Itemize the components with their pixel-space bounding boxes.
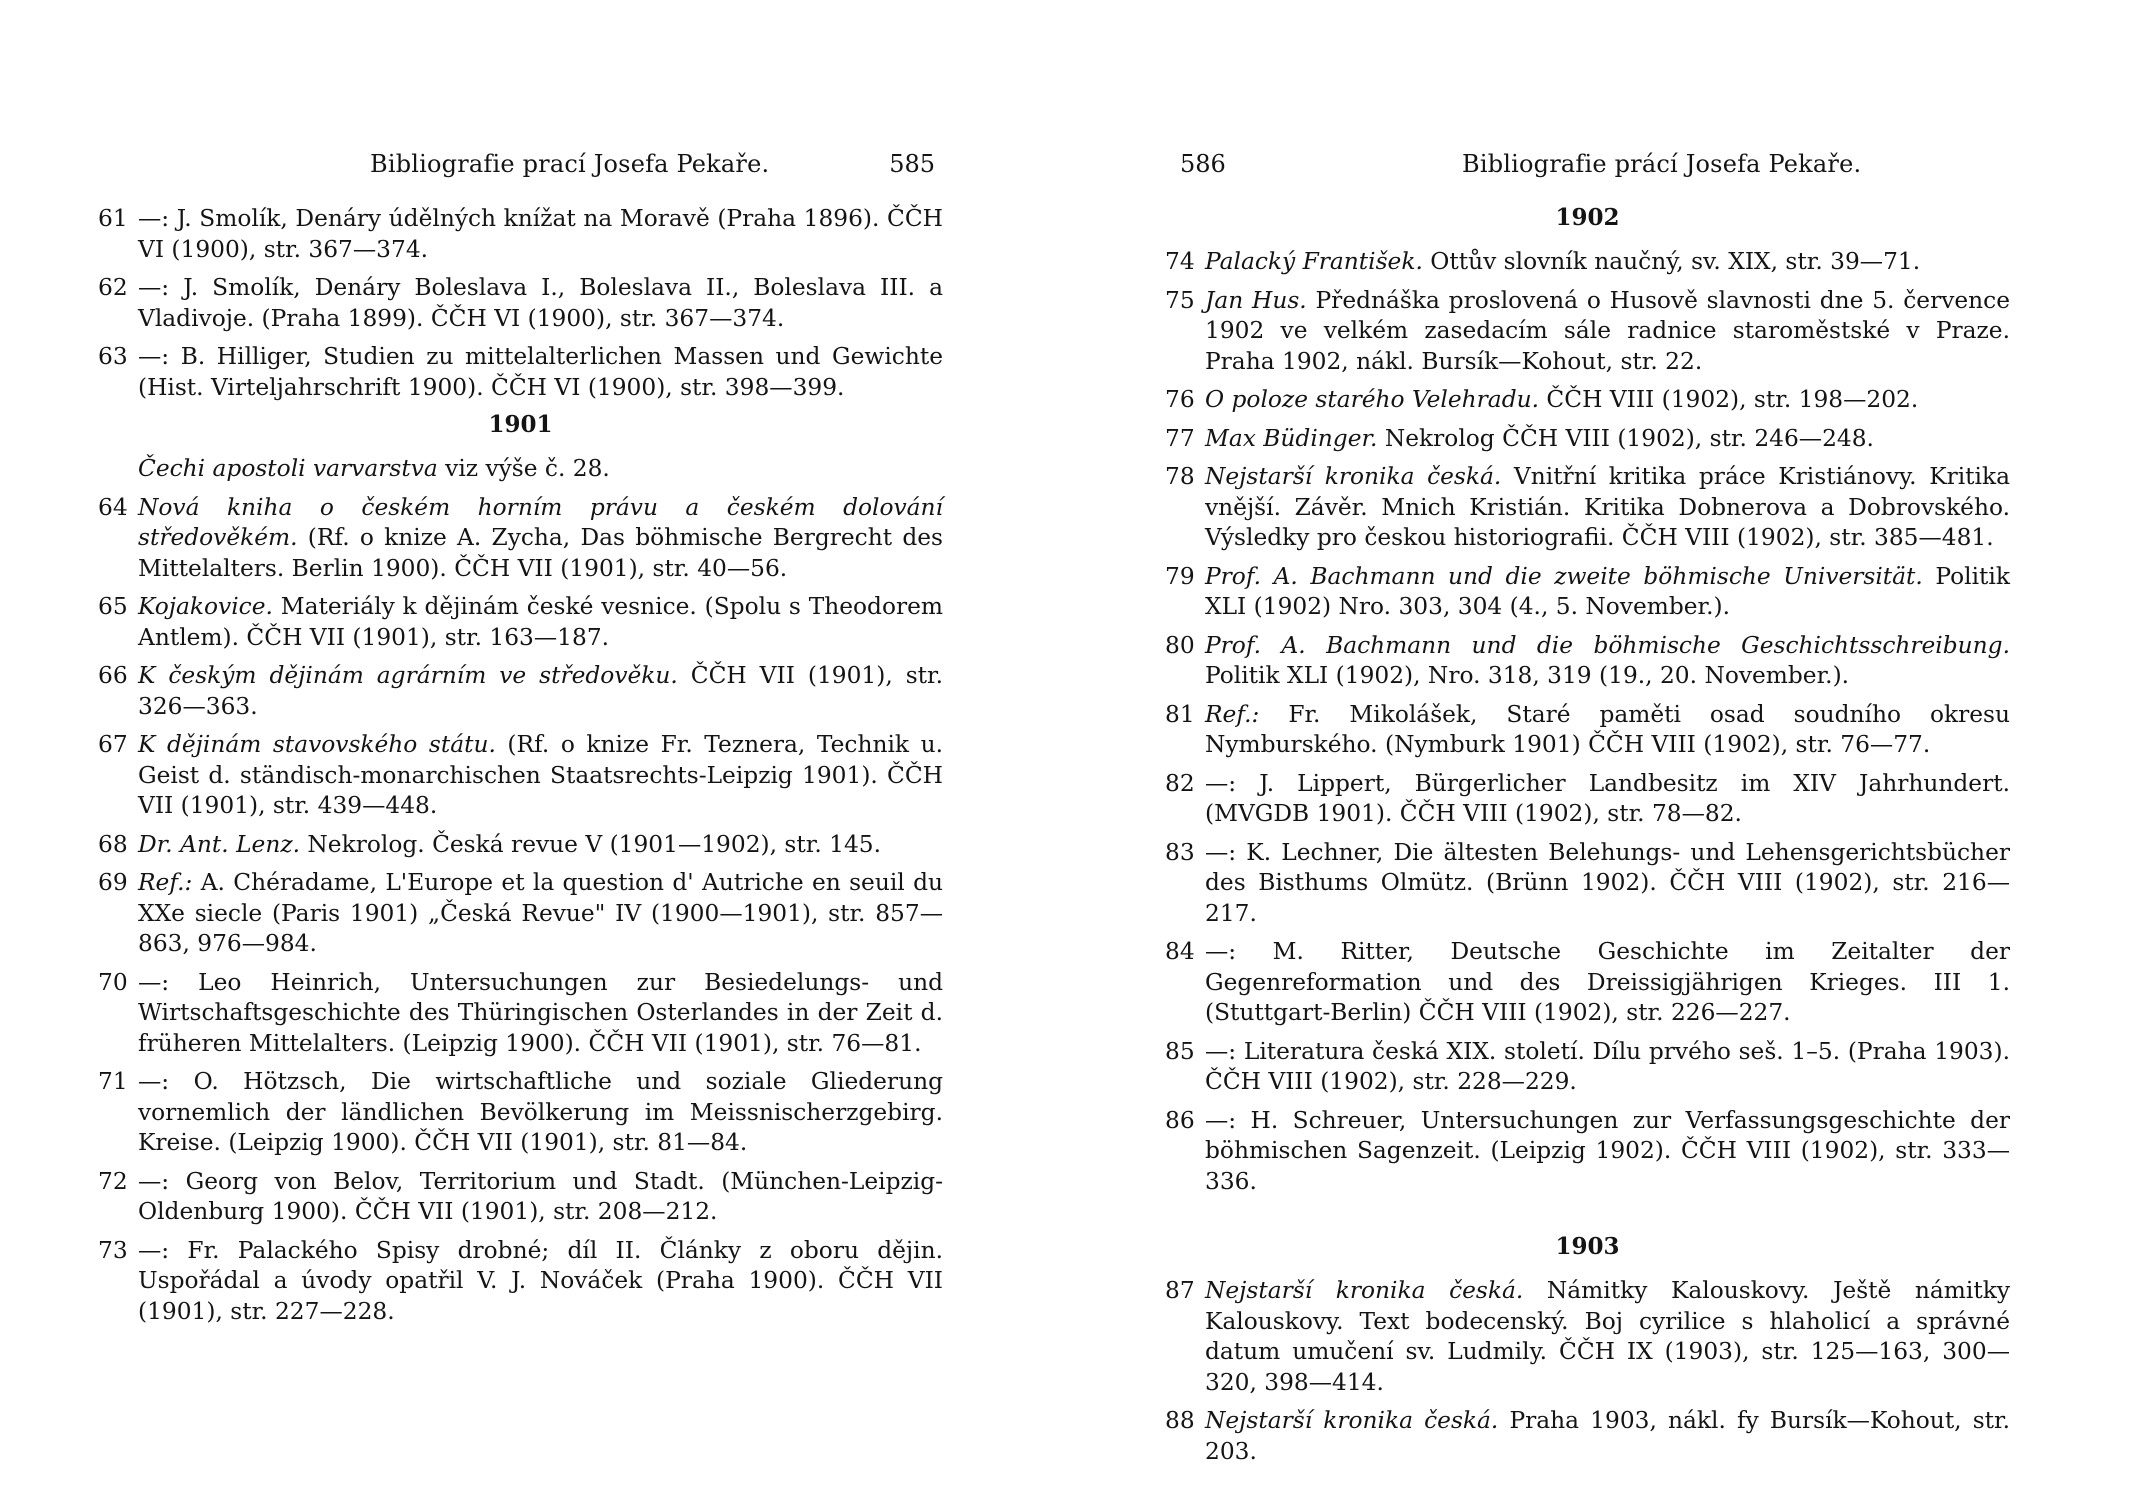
entry-text-plain: —: Literatura česká XIX. století. Dílu prvého seš. 1–5. (Praha 1903). ČČH VIII (1902), str. 228—229.	[1205, 1037, 2010, 1095]
entry-text	[1205, 1106, 2010, 1198]
bibliography-entry	[1165, 462, 2010, 554]
entry-text	[1205, 631, 2010, 692]
bibliography-entry	[98, 830, 943, 861]
entry-number: 70	[98, 968, 128, 996]
bibliography-entry	[98, 493, 943, 585]
entry-number: 61	[98, 205, 128, 232]
entry-number: 65	[98, 593, 128, 620]
entry-number: 79	[1165, 562, 1195, 590]
bibliography-entry	[98, 204, 943, 265]
right-page-header	[1165, 150, 2010, 184]
entry-number: 71	[98, 1068, 128, 1095]
entry-title-italic: Nejstarší kronika česká.	[1205, 1407, 1499, 1434]
entry-text	[138, 454, 943, 485]
entry-text-plain: Vnitřní kritika práce Kristiánovy. Kritika vnější. Závěr. Mnich Kristián. Kritika Dobnerova a Dobrovského. Výsledky pro českou historiografii. ČČH VIII (1902), str. 385—481.	[1205, 463, 2010, 551]
entry-text	[1205, 937, 2010, 1029]
bibliography-entry	[1165, 1106, 2010, 1198]
entry-number: 88	[1165, 1407, 1195, 1434]
entry-title-italic: O poloze starého Velehradu.	[1205, 386, 1540, 413]
bibliography-entry	[1165, 424, 2010, 455]
bibliography-entry	[98, 968, 943, 1060]
entry-title-italic: Prof. A. Bachmann und die zweite böhmische Universität.	[1205, 562, 1923, 590]
bibliography-entry	[98, 1236, 943, 1328]
entry-text	[1205, 286, 2010, 378]
entry-text	[1205, 462, 2010, 554]
entry-text	[138, 868, 943, 960]
entry-list	[1165, 1276, 2010, 1467]
entry-text-plain: A. Chéradame, L'Europe et la question d' Autriche en seuil du XXe siecle (Paris 1901) „Česká Revue" IV (1900—1901), str. 857—863, 976—984.	[138, 869, 943, 957]
entry-list	[98, 204, 943, 403]
entry-number: 87	[1165, 1277, 1195, 1304]
entry-text-plain: —: Georg von Belov, Territorium und Stadt. (München-Leipzig-Oldenburg 1900). ČČH VII (1901), str. 208—212.	[138, 1167, 943, 1225]
entry-text-plain: Nekrolog. Česká revue V (1901—1902), str. 145.	[300, 830, 882, 858]
entry-text-plain: —: O. Hötzsch, Die wirtschaftliche und soziale Gliederung vornemlich der ländlichen Bevölkerung im Meissnischerzgebirg. Kreise. (Leipzig 1900). ČČH VII (1901), str. 81—84.	[138, 1068, 943, 1156]
entry-number: 84	[1165, 938, 1195, 965]
entry-number: 81	[1165, 700, 1195, 728]
entry-number: 77	[1165, 424, 1195, 452]
page-number: 586	[1180, 150, 1226, 178]
entry-text-plain: ČČH VII (1901), str. 326—363.	[138, 662, 943, 720]
entry-number: 83	[1165, 838, 1195, 866]
entry-number: 78	[1165, 463, 1195, 490]
entry-text	[1205, 424, 2010, 455]
entry-text	[138, 661, 943, 722]
left-page	[98, 150, 943, 1335]
entry-text	[138, 592, 943, 653]
entry-text	[1205, 838, 2010, 930]
entry-text-plain: Námitky Kalouskovy. Ještě námitky Kalouskovy. Text bodecenský. Boj cyrilice s hlaholicí a správné datum umučení sv. Ludmily. ČČH IX (1903), str. 125—163, 300—320, 398—414.	[1205, 1277, 2010, 1396]
entry-text-plain: Praha 1903, nákl. fy Bursík—Kohout, str. 203.	[1205, 1407, 2011, 1465]
year-heading: 1903	[1555, 1233, 1620, 1260]
bibliography-entry	[1165, 385, 2010, 416]
left-page-header	[98, 150, 943, 184]
entry-text	[138, 730, 943, 822]
entry-text-plain: Politik XLI (1902), Nro. 318, 319 (19., 20. November.).	[1205, 662, 1850, 689]
entry-title-italic: K českým dějinám agrárním ve středověku.	[138, 662, 678, 689]
entry-text-plain: ČČH VIII (1902), str. 198—202.	[1539, 386, 1919, 413]
entry-number: 64	[98, 493, 128, 521]
bibliography-entry	[1165, 562, 2010, 623]
entry-text	[1205, 1276, 2010, 1398]
entry-title-italic: Prof. A. Bachmann und die böhmische Geschichtsschreibung.	[1205, 631, 2010, 659]
entry-number: 86	[1165, 1106, 1195, 1134]
year-heading: 1902	[1555, 204, 1620, 231]
entry-text	[138, 1067, 943, 1159]
entry-text	[138, 968, 943, 1060]
entry-number: 85	[1165, 1037, 1195, 1065]
entry-title-italic: Ref.:	[138, 869, 193, 896]
entry-title-italic: Max Büdinger.	[1205, 424, 1378, 452]
entry-text-plain: —: J. Lippert, Bürgerlicher Landbesitz im XIV Jahrhundert. (MVGDB 1901). ČČH VIII (1902), str. 78—82.	[1205, 769, 2010, 827]
entry-text-plain: (Rf. o knize A. Zycha, Das böhmische Bergrecht des Mittelalters. Berlin 1900). ČČH VII (1901), str. 40—56.	[138, 524, 943, 582]
entry-number: 74	[1165, 248, 1195, 275]
bibliography-entry	[1165, 1037, 2010, 1098]
entry-title-italic: Dr. Ant. Lenz.	[138, 830, 301, 858]
entry-number: 66	[98, 662, 128, 689]
bibliography-entry	[98, 342, 943, 403]
entry-text	[1205, 769, 2010, 830]
entry-text-plain: —: Fr. Palackého Spisy drobné; díl II. Články z oboru dějin. Uspořádal a úvody opatřil V. J. Nováček (Praha 1900). ČČH VII (1901), str. 227—228.	[138, 1236, 943, 1325]
entry-title-italic: Nejstarší kronika česká.	[1205, 463, 1502, 490]
bibliography-entry	[1165, 838, 2010, 930]
entry-number: 73	[98, 1236, 128, 1264]
entry-text	[138, 1236, 943, 1328]
entry-title-italic: Nejstarší kronika česká.	[1205, 1277, 1524, 1304]
bibliography-entry	[98, 1167, 943, 1228]
bibliography-entry	[1165, 769, 2010, 830]
running-title: Bibliografie prácí Josefa Pekaře.	[1462, 150, 1862, 178]
entry-text-plain: —: J. Smolík, Denáry Boleslava I., Boleslava II., Boleslava III. a Vladivoje. (Praha 1899). ČČH VI (1900), str. 367—374.	[138, 274, 943, 332]
entry-number: 80	[1165, 631, 1195, 659]
bibliography-entry	[1165, 937, 2010, 1029]
entry-title-italic: Ref.:	[1205, 700, 1260, 728]
bibliography-entry	[1165, 286, 2010, 378]
entry-text	[138, 204, 943, 265]
bibliography-entry	[1165, 631, 2010, 692]
entry-text-plain: Nekrolog ČČH VIII (1902), str. 246—248.	[1377, 424, 1874, 452]
entry-title-italic: Jan Hus.	[1205, 286, 1307, 314]
year-heading: 1901	[488, 411, 553, 438]
bibliography-entry	[1165, 1406, 2010, 1467]
bibliography-entry	[98, 661, 943, 722]
entry-text-plain: —: J. Smolík, Denáry údělných knížat na Moravě (Praha 1896). ČČH VI (1900), str. 367—374.	[138, 205, 943, 263]
entry-list	[98, 454, 943, 1327]
entry-number: 76	[1165, 386, 1195, 413]
entry-text-plain: Přednáška proslovená o Husově slavnosti dne 5. července 1902 ve velkém zasedacím sále radnice staroměstské v Praze. Praha 1902, nákl. Bursík—Kohout, str. 22.	[1205, 286, 2010, 375]
entry-text-plain: Fr. Mikolášek, Staré paměti osad soudního okresu Nymburského. (Nymburk 1901) ČČH VIII (1902), str. 76—77.	[1205, 700, 2010, 758]
entry-text-plain: —: K. Lechner, Die ältesten Belehungs- und Lehensgerichtsbücher des Bisthums Olmütz. (Brünn 1902). ČČH VIII (1902), str. 216—217.	[1205, 838, 2010, 927]
entry-text-plain: —: B. Hilliger, Studien zu mittelalterlichen Massen und Gewichte (Hist. Virteljahrschrift 1900). ČČH VI (1900), str. 398—399.	[138, 343, 943, 401]
entry-text	[138, 830, 943, 861]
bibliography-entry	[1165, 700, 2010, 761]
entry-text-plain: (Rf. o knize Fr. Teznera, Technik u. Geist d. ständisch-monarchischen Staatsrechts-Leipzig 1901). ČČH VII (1901), str. 439—448.	[138, 731, 943, 819]
entry-text	[1205, 247, 2010, 278]
bibliography-entry	[98, 730, 943, 822]
bibliography-entry	[98, 273, 943, 334]
bibliography-entry	[98, 868, 943, 960]
running-title: Bibliografie prací Josefa Pekaře.	[370, 150, 770, 178]
entry-title-italic: Nová kniha o českém horním právu a českém dolování středověkém.	[138, 493, 943, 551]
entry-text-plain: —: M. Ritter, Deutsche Geschichte im Zeitalter der Gegenreformation und des Dreissigjährigen Krieges. III 1. (Stuttgart-Berlin) ČČH VIII (1902), str. 226—227.	[1205, 938, 2010, 1026]
bibliography-entry	[1165, 1276, 2010, 1398]
bibliography-entry	[98, 454, 943, 485]
entry-title-italic: Čechi apostoli varvarstva	[138, 455, 438, 482]
bibliography-entry	[98, 1067, 943, 1159]
entry-list	[1165, 247, 2010, 1197]
entry-number: 72	[98, 1167, 128, 1195]
entry-text	[1205, 1037, 2010, 1098]
entry-text-plain: Ottův slovník naučný, sv. XIX, str. 39—71.	[1422, 248, 1921, 275]
entry-title-italic: Palacký František.	[1205, 248, 1423, 275]
entry-text	[138, 493, 943, 585]
entry-number: 67	[98, 731, 128, 758]
entry-number: 62	[98, 274, 128, 301]
entry-text	[1205, 700, 2010, 761]
entry-number: 63	[98, 343, 128, 370]
entry-text-plain: —: H. Schreuer, Untersuchungen zur Verfassungsgeschichte der böhmischen Sagenzeit. (Leipzig 1902). ČČH VIII (1902), str. 333—336.	[1205, 1106, 2010, 1195]
entry-text	[138, 1167, 943, 1228]
entry-title-italic: K dějinám stavovského státu.	[138, 731, 496, 758]
entry-text-plain: Materiály k dějinám české vesnice. (Spolu s Theodorem Antlem). ČČH VII (1901), str. 163—187.	[138, 593, 943, 651]
entry-number: 68	[98, 830, 128, 858]
entry-text	[1205, 385, 2010, 416]
bibliography-entry	[98, 592, 943, 653]
entry-text-plain: Politik XLI (1902) Nro. 303, 304 (4., 5. November.).	[1205, 562, 2010, 620]
entry-text	[138, 273, 943, 334]
bibliography-entry	[1165, 247, 2010, 278]
entry-text	[1205, 1406, 2010, 1467]
entry-number: 69	[98, 869, 128, 896]
entry-text	[138, 342, 943, 403]
entry-number: 82	[1165, 769, 1195, 797]
entry-text-plain: viz výše č. 28.	[437, 455, 610, 482]
entry-title-italic: Kojakovice.	[138, 593, 273, 620]
entry-number: 75	[1165, 286, 1195, 314]
right-page	[1165, 150, 2010, 1475]
entry-text	[1205, 562, 2010, 623]
page-number: 585	[889, 150, 935, 178]
entry-text-plain: —: Leo Heinrich, Untersuchungen zur Besiedelungs- und Wirtschaftsgeschichte des Thüringischen Osterlandes in der Zeit d. früheren Mittelalters. (Leipzig 1900). ČČH VII (1901), str. 76—81.	[138, 968, 943, 1057]
